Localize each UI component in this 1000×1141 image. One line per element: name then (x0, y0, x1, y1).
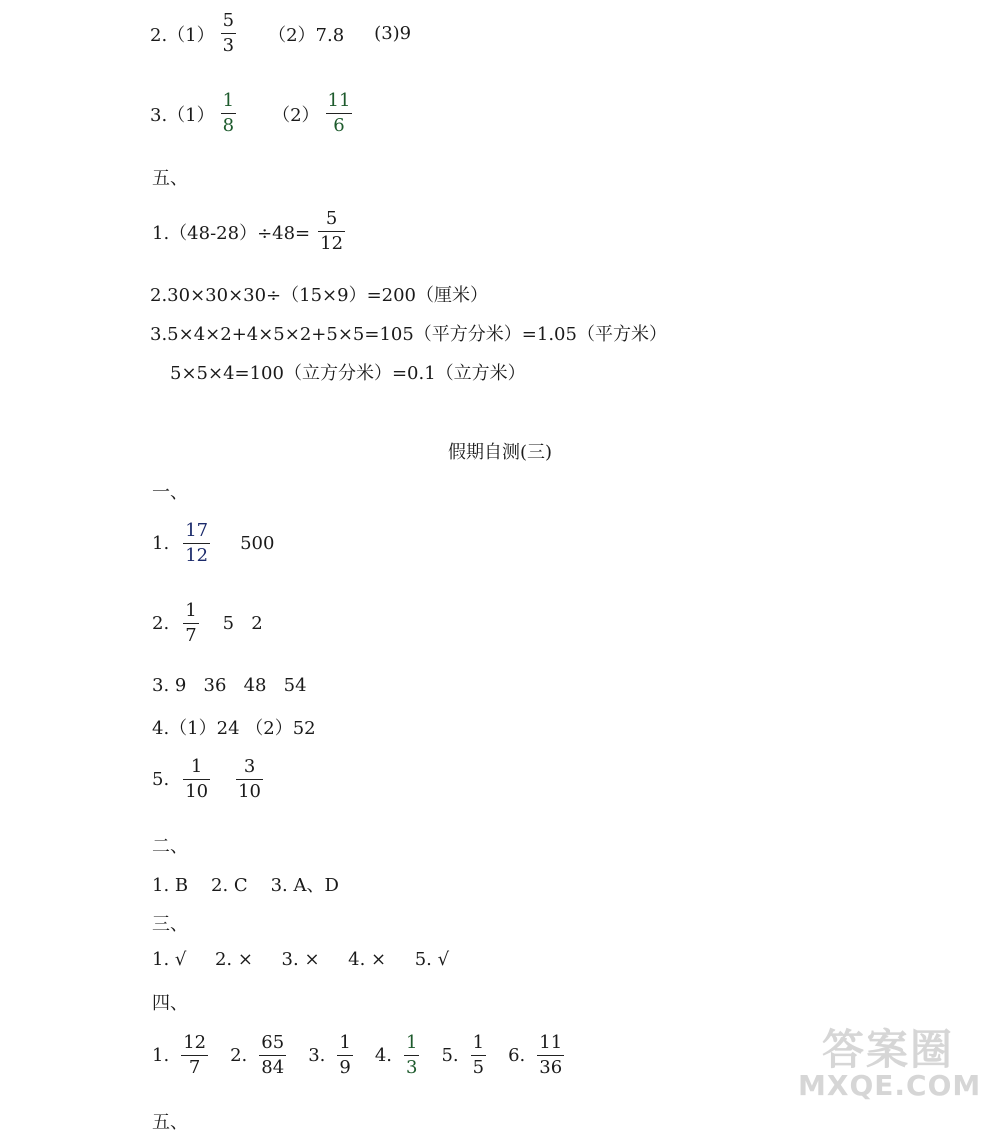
denominator: 36 (539, 1057, 563, 1078)
fraction (471, 1034, 486, 1077)
denominator: 6 (333, 115, 345, 136)
denominator: 8 (222, 115, 235, 136)
fraction (318, 210, 345, 253)
numerator: 11 (327, 90, 351, 111)
answer-line-5a-4 (170, 359, 526, 385)
answer-line-1-1 (152, 522, 274, 565)
item-label: 2. (152, 613, 170, 634)
fraction-bar (318, 231, 345, 232)
item-label: 5. (441, 1045, 459, 1066)
section-heading-5b (152, 1108, 188, 1134)
fraction-bar (221, 113, 236, 114)
denominator: 12 (320, 233, 344, 254)
watermark-site: MXQE.COM (798, 1069, 982, 1102)
fraction-bar (471, 1055, 486, 1056)
denominator: 3 (406, 1057, 418, 1078)
answer-line-5a-3 (150, 320, 667, 346)
equation-text: 1.（48-28）÷48= (152, 222, 311, 244)
fraction (183, 602, 198, 645)
item-part: 5 2 (222, 613, 263, 634)
item-part: (3)9 (374, 23, 412, 44)
section-heading: 二、 (152, 836, 188, 857)
numerator: 3 (243, 756, 256, 777)
answer-line-4-1 (152, 1034, 564, 1077)
item-label: 3. (308, 1045, 326, 1066)
numerator: 1 (185, 600, 197, 621)
answer-line-5a-1 (152, 210, 345, 253)
numerator: 12 (183, 1032, 207, 1053)
section-heading-5a (152, 164, 188, 190)
watermark (798, 1025, 982, 1119)
equation-text: 2.30×30×30÷（15×9）=200（厘米） (150, 285, 489, 306)
denominator: 12 (185, 545, 209, 566)
fraction (259, 1034, 286, 1077)
section-heading-1 (152, 478, 188, 504)
answer-line-5a-2 (150, 281, 488, 307)
item-text: 3. 9 36 48 54 (152, 675, 307, 696)
fraction (221, 12, 236, 55)
denominator: 9 (339, 1057, 351, 1078)
section-heading-4 (152, 989, 188, 1015)
item-part: （2） (272, 104, 320, 126)
fraction-bar (183, 543, 210, 544)
fraction-bar (181, 1055, 208, 1056)
numerator: 5 (222, 10, 235, 31)
item-text: 1. √ 2. × 3. × 4. × 5. √ (152, 949, 450, 970)
fraction-bar (537, 1055, 564, 1056)
fraction (337, 1034, 352, 1077)
item-label: 4. (374, 1045, 393, 1066)
denominator: 10 (238, 781, 261, 802)
denominator: 5 (472, 1057, 485, 1078)
fraction (181, 1034, 208, 1077)
numerator: 65 (261, 1032, 285, 1053)
section-heading-2 (152, 832, 188, 858)
answer-line-3 (150, 92, 352, 135)
answer-line-1-3 (152, 675, 307, 696)
item-label: 2.（1） (150, 24, 215, 46)
item-text: 1. B 2. C 3. A、D (152, 875, 339, 896)
answer-line-1-4 (152, 714, 316, 740)
item-text: 4.（1）24 （2）52 (152, 718, 316, 739)
numerator: 17 (185, 520, 209, 541)
equation-text: 3.5×4×2+4×5×2+5×5=105（平方分米）=1.05（平方米） (150, 324, 667, 345)
fraction-bar (404, 1055, 419, 1056)
fraction (221, 92, 236, 135)
item-label: 2. (230, 1045, 248, 1066)
fraction-bar (183, 779, 210, 780)
numerator: 1 (406, 1032, 418, 1053)
denominator: 84 (261, 1057, 285, 1078)
item-part: （2）7.8 (268, 24, 345, 46)
numerator: 1 (222, 90, 235, 111)
answer-line-2 (150, 12, 411, 55)
section-heading: 五、 (152, 1112, 188, 1133)
section-heading: 一、 (152, 482, 188, 503)
fraction (537, 1034, 564, 1077)
item-part: 500 (240, 533, 275, 554)
denominator: 3 (222, 35, 235, 56)
fraction (326, 92, 353, 135)
section-heading: 五、 (152, 168, 188, 189)
fraction (183, 522, 210, 565)
fraction (236, 758, 263, 801)
item-label: 1. (152, 533, 170, 554)
numerator: 5 (325, 208, 338, 229)
numerator: 1 (190, 756, 203, 777)
answer-line-1-5 (152, 758, 263, 801)
fraction-bar (221, 33, 236, 34)
item-label: 5. (152, 769, 170, 790)
equation-text: 5×5×4=100（立方分米）=0.1（立方米） (170, 363, 526, 384)
fraction-bar (236, 779, 263, 780)
denominator: 7 (188, 1057, 201, 1078)
item-label: 1. (152, 1045, 170, 1066)
fraction-bar (326, 113, 353, 114)
answer-line-3-1 (152, 949, 449, 970)
fraction (404, 1034, 419, 1077)
fraction (183, 758, 210, 801)
fraction-bar (259, 1055, 286, 1056)
section-heading: 四、 (152, 993, 188, 1014)
answer-line-1-2 (152, 602, 263, 645)
page-title: 假期自测(三) (447, 442, 553, 463)
section-heading-3 (152, 910, 188, 936)
section-heading: 三、 (152, 914, 188, 935)
answer-line-2-1 (152, 871, 339, 897)
numerator: 1 (339, 1032, 351, 1053)
denominator: 10 (185, 781, 209, 802)
watermark-logo: 答案圈 (821, 1025, 954, 1074)
fraction-bar (337, 1055, 352, 1056)
item-label: 6. (508, 1045, 526, 1066)
denominator: 7 (185, 625, 197, 646)
fraction-bar (183, 623, 198, 624)
item-label: 3.（1） (150, 104, 215, 126)
numerator: 11 (539, 1032, 563, 1053)
numerator: 1 (472, 1032, 485, 1053)
